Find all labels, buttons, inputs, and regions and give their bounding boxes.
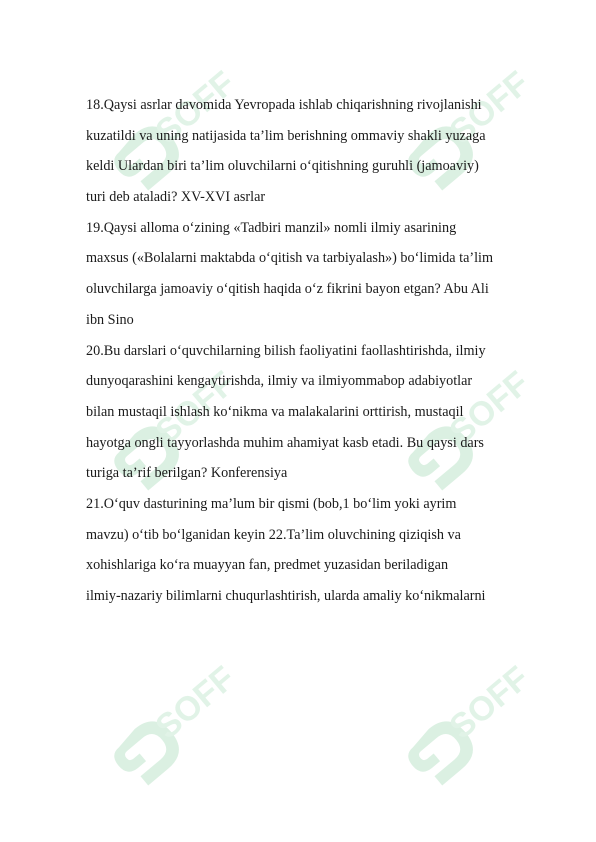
text-line: mavzu) o‘tib bo‘lganidan keyin 22.Ta’lim oluvchining qiziqish va (86, 526, 461, 543)
svg-text:SOFF: SOFF (148, 364, 243, 452)
text-line: turiga ta’rif berilgan? Konferensiya (86, 465, 288, 482)
svg-text:SOFF: SOFF (442, 364, 537, 452)
text-line: 18.Qaysi asrlar davomida Yevropada ishlab chiqarishning rivojlanishi (86, 97, 482, 113)
text-line: oluvchilarga jamoaviy o‘qitish haqida o‘z fikrini bayon etgan? Abu Ali (86, 281, 489, 298)
text-line: xohishlariga ko‘ra muayyan fan, predmet yuzasidan beriladigan (86, 557, 449, 574)
text-line: hayotga ongli tayyorlashda muhim ahamiyat kasb etadi. Bu qaysi dars (86, 434, 484, 451)
document-body (86, 90, 556, 612)
text-line: bilan mustaqil ishlash ko‘nikma va malakalarini orttirish, mustaqil (86, 403, 464, 420)
text-line: ibn Sino (86, 311, 134, 328)
watermark-logo-icon (372, 655, 542, 805)
text-line: keldi Ulardan biri ta’lim oluvchilarni o‘qitishning guruhli (jamoaviy) (86, 158, 479, 175)
svg-text:SOFF: SOFF (148, 659, 243, 747)
text-line: kuzatildi va uning natijasida ta’lim berishning ommaviy shakli yuzaga (86, 127, 486, 144)
svg-text:SOFF: SOFF (148, 64, 243, 152)
text-line: 19.Qaysi alloma o‘zining «Tadbiri manzil» nomli ilmiy asarining (86, 219, 457, 236)
text-line: 21.O‘quv dasturining ma’lum bir qismi (bob,1 bo‘lim yoki ayrim (86, 495, 457, 512)
text-line: turi deb ataladi? XV-XVI asrlar (86, 189, 266, 206)
text-line: maxsus («Bolalarni maktabda o‘qitish va tarbiyalash») bo‘limida ta’lim (86, 250, 494, 267)
text-line: 20.Bu darslari o‘quvchilarning bilish faoliyatini faollashtirishda, ilmiy (86, 342, 486, 359)
text-line: dunyoqarashini kengaytirishda, ilmiy va ilmiyommabop adabiyotlar (86, 373, 473, 390)
svg-text:SOFF: SOFF (442, 64, 537, 152)
watermark-logo-icon (78, 655, 248, 805)
text-line: ilmiy-nazariy bilimlarni chuqurlashtirish, ularda amaliy ko‘nikmalarni (86, 588, 486, 604)
svg-text:SOFF: SOFF (442, 659, 537, 747)
